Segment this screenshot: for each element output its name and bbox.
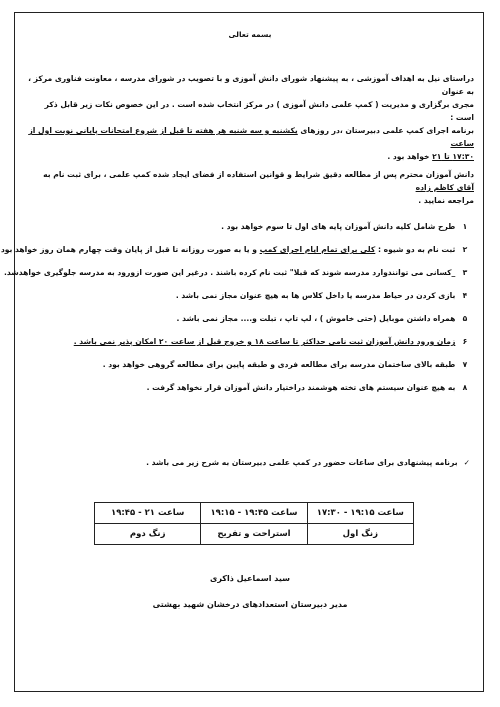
- registration-paragraph: [24, 168, 474, 207]
- rule-text: طبقه بالای ساختمان مدرسه برای مطالعه فردی و طبقه پایین برای مطالعه گروهی خواهد بود .: [102, 360, 456, 369]
- rule-number: ۶: [462, 337, 468, 346]
- program-line-1: [24, 124, 474, 150]
- rule-item: [0, 243, 472, 266]
- schedule-time-cell: ساعت ۱۹:۱۵ - ۱۷:۳۰: [307, 503, 413, 524]
- rule-text: همراه داشتن موبایل (حتی خاموش ) ، لپ تاپ ، تبلت و.... مجاز نمی باشد .: [176, 314, 456, 323]
- rule-number: ۵: [462, 314, 468, 323]
- rule-item: [24, 358, 472, 381]
- bismillah-header: بسمه تعالی: [228, 30, 272, 39]
- schedule-times-row: [95, 503, 414, 524]
- schedule-table: [94, 502, 414, 545]
- schedule-label-cell: زنگ اول: [307, 524, 413, 545]
- rule-number: ۴: [462, 291, 468, 300]
- schedule-note-text: برنامه پیشنهادی برای ساعات حضور در کمپ علمی دبیرستان به شرح زیر می باشد .: [146, 458, 458, 467]
- rule-item: [24, 381, 472, 404]
- program-days-underlined: یکشنبه و سه شنبه هر هفته تا قبل از شروع امتحانات پایانی نوبت اول از ساعت: [28, 126, 474, 148]
- rule-item: [24, 289, 472, 312]
- rule-text-underlined: زمان ورود دانش آموزان ثبت نامی حداکثر تا ساعت ۱۸ و خروج قبل از ساعت ۲۰ امکان پذیر نمی باشد .: [73, 337, 456, 346]
- schedule-labels-row: [95, 524, 414, 545]
- signatory-title: مدیر دبیرستان استعدادهای درخشان شهید بهشتی: [152, 600, 348, 609]
- rule-number: ۳: [462, 268, 468, 277]
- rule-text: ثبت نام به دو شیوه :: [375, 245, 456, 254]
- rule-text: به هیچ عنوان سیستم های تخته هوشمند دراختیار دانش آموزان قرار نخواهد گرفت .: [146, 383, 456, 392]
- schedule-label-cell: استراحت و تفریح: [201, 524, 307, 545]
- program-paragraph: [24, 124, 474, 163]
- program-hours-underlined: ۱۷:۳۰ تا ۲۱: [432, 152, 474, 161]
- program-line-2-rest: خواهد بود .: [387, 152, 433, 161]
- schedule-time-cell: ساعت ۲۱ - ۱۹:۴۵: [95, 503, 201, 524]
- registration-line-2: مراجعه نمایید .: [418, 196, 474, 205]
- rule-text-underlined: کلی برای تمام ایام اجرای کمپ: [259, 245, 376, 254]
- schedule-time-cell: ساعت ۱۹:۴۵ - ۱۹:۱۵: [201, 503, 307, 524]
- rule-number: ۱: [462, 222, 468, 231]
- intro-line-2: مجری برگزاری و مدیریت ( کمپ علمی دانش آموزی ) در مرکز انتخاب شده است . در این خصوص نکات زیر قابل ذکر است :: [44, 100, 474, 122]
- schedule-label-cell: زنگ دوم: [95, 524, 201, 545]
- rule-item: [24, 312, 472, 335]
- rule-number: ۷: [462, 360, 468, 369]
- intro-line-1: دراستای نیل به اهداف آموزشی ، به پیشنهاد شورای دانش آموزی و با تصویب در شورای مدرسه ، معاونت فناوری مرکز ، به عنوان: [28, 74, 474, 96]
- rules-list: [0, 220, 472, 404]
- rule-item: [24, 335, 472, 358]
- rule-number: ۲: [462, 245, 468, 254]
- rule-text: طرح شامل کلیه دانش آموزان پایه های اول تا سوم خواهد بود .: [221, 222, 456, 231]
- registration-lead: دانش آموزان محترم پس از مطالعه دقیق شرایط و قوانین استفاده از فضای ایجاد شده کمپ علمی ، برای ثبت نام به: [43, 170, 474, 179]
- rule-text-rest: و یا به صورت روزانه تا قبل از پایان وقت چهارم همان روز خواهد بود: [0, 245, 260, 254]
- intro-paragraph: [24, 72, 474, 124]
- rule-item: [4, 266, 472, 289]
- rule-text: _کسانی می توانندوارد مدرسه شوند که قبلا" ثبت نام کرده باشند . درغیر این صورت ازورود به مدرسه جلوگیری خواهدشد.: [4, 268, 456, 277]
- schedule-note: [30, 458, 470, 467]
- rule-item: [24, 220, 472, 243]
- program-line-2: [24, 150, 474, 163]
- checkmark-icon: ✓: [463, 458, 470, 467]
- rule-text: بازی کردن در حیاط مدرسه یا داخل کلاس ها به هیچ عنوان مجاز نمی باشد .: [175, 291, 456, 300]
- registration-line-1: [24, 168, 474, 194]
- program-lead: برنامه اجرای کمپ علمی دبیرستان ،در روزهای: [297, 126, 474, 135]
- signatory-name: سید اسماعیل ذاکری: [210, 574, 290, 583]
- registration-contact-name: آقای کاظم زاده: [415, 183, 474, 192]
- rule-number: ۸: [462, 383, 468, 392]
